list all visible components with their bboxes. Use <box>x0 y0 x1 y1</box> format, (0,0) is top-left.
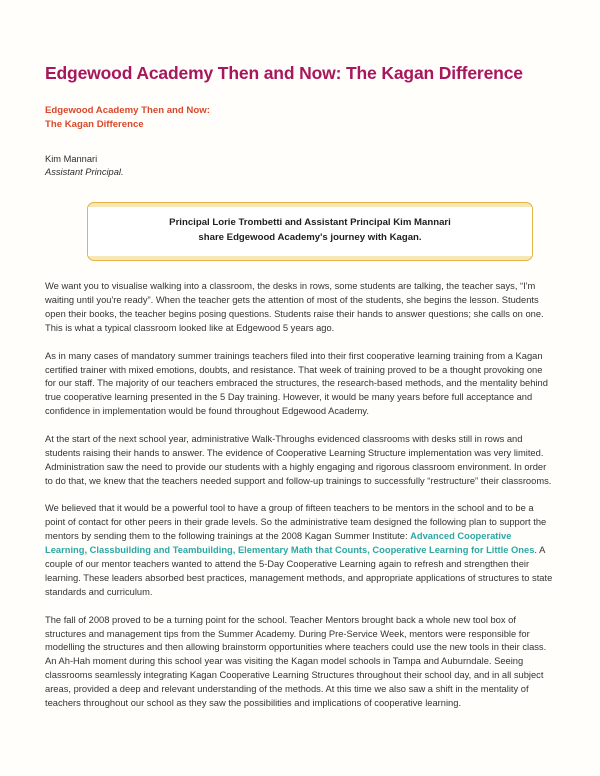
body-paragraph-4 <box>45 502 555 600</box>
document-subtitle <box>45 83 555 131</box>
body-copy <box>45 261 555 711</box>
paragraph-4-outro: . A couple of our mentor teachers wanted to attend the 5-Day Cooperative Learning again to refresh and strengthen their learning. These leaders absorbed best practices, management methods, and appropriate applications of structures to state standards and curriculum. <box>45 545 553 598</box>
callout-inner-band <box>88 207 532 256</box>
document-content <box>45 0 555 711</box>
body-paragraph-2: As in many cases of mandatory summer trainings teachers filed into their first cooperative learning training from a Kagan certified trainer with mixed emotions, doubts, and resistance. That week of training proved to be a thought provoking one for our staff. The majority of our teachers embraced the structures, the research-based methods, and the mentality behind true cooperative learning presented in the 5 Day training. However, it would be many years before full acceptance and confidence in implementation would be found throughout Edgewood Academy. <box>45 350 548 417</box>
subtitle-line-1: Edgewood Academy Then and Now: <box>45 105 210 117</box>
callout-line-2: share Edgewood Academy's journey with Kagan. <box>198 231 422 243</box>
author-role: Assistant Principal. <box>45 167 124 178</box>
callout-wrapper <box>87 202 533 261</box>
kagan-course-list: Advanced Cooperative Learning, Classbuilding and Teambuilding, Elementary Math that Counts, Cooperative Learning for Little Ones <box>45 531 535 556</box>
body-paragraph-3: At the start of the next school year, administrative Walk-Throughs evidenced classrooms with desks still in rows and students raising their hands to answer. The evidence of Cooperative Learning Structure implementation was very limited. Administration saw the need to provide our students with a highly engaging and rigorous classroom environment. In order to do that, we knew that the teachers needed support and follow-up trainings to successfully “restructure” their classrooms. <box>45 433 552 486</box>
subtitle-line-2: The Kagan Difference <box>45 118 144 130</box>
callout-box <box>87 202 533 261</box>
page-title: Edgewood Academy Then and Now: The Kagan Difference <box>45 63 523 83</box>
body-paragraph-5: The fall of 2008 proved to be a turning point for the school. Teacher Mentors brought back a whole new tool box of structures and management tips from the Summer Academy. During Pre-Service Week, mentors were responsible for modelling the structures and then allowing brainstorm opportunities where teachers could use the new tools in their class. An Ah-Hah moment during this school year was visiting the Kagan model schools in Tampa and Auburndale. Seeing classrooms seamlessly integrating Kagan Cooperative Learning Structures throughout their school day, and in all subject areas, provided a deep and relevant understanding of the methods. At this time we also saw a shift in the mentality of teachers throughout our school as they saw the possibilities and implications of cooperative learning. <box>45 614 547 709</box>
author-name: Kim Mannari <box>45 154 98 165</box>
body-paragraph-1: We want you to visualise walking into a classroom, the desks in rows, some students are talking, the teacher says, “I'm waiting until you're ready”. When the teacher gets the attention of most of the students, she begins the lesson. Students open their books, the teacher begins posing questions. Students raise their hands to answer questions; she calls on one. This is what a typical classroom looked like at Edgewood 5 years ago. <box>45 281 544 334</box>
callout-line-1: Principal Lorie Trombetti and Assistant Principal Kim Mannari <box>169 217 451 228</box>
paragraph-4-intro: We believed that it would be a powerful tool to have a group of fifteen teachers to be mentors in the school and to be a point of contact for other peers in their grade levels. So the administrative team designed the following plan to support the mentors by sending them to the following trainings at the 2008 Kagan Summer Institute: <box>45 503 547 542</box>
byline <box>45 131 555 179</box>
